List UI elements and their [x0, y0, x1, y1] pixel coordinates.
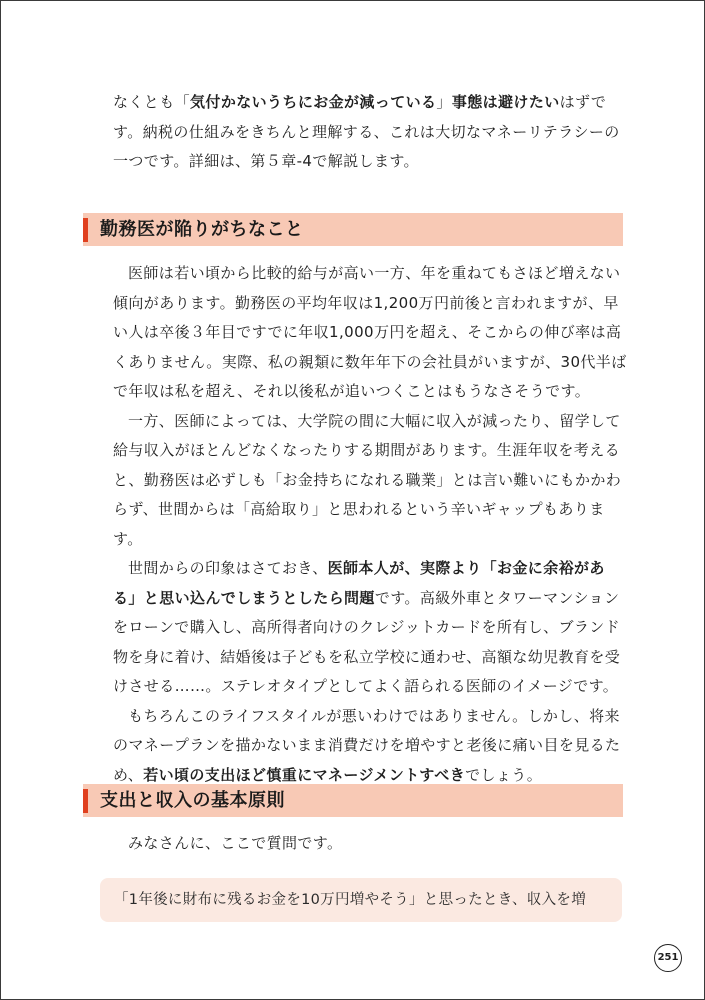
section-heading-text: 勤務医が陥りがちなこと [100, 219, 304, 240]
section-heading-kinmui [83, 213, 623, 246]
section1-paragraph-3 [113, 554, 628, 702]
page-number: 251 [654, 944, 682, 972]
section2-body [113, 829, 628, 859]
question-quote-box [100, 878, 622, 922]
intro-bold-2: 事態は避けたい [451, 93, 560, 111]
section1-paragraph-2: 一方、医師によっては、大学院の間に大幅に収入が減ったり、留学して給与収入がほとんどなくなったりする期間があります。生涯年収を考えると、勤務医は必ずしも「お金持ちになれる職業」とは言い難いにもかかわらず、世間からは「高給取り」と思われるという辛いギャップもあります。 [113, 411, 622, 548]
p3-bold: 医師本人が、実際より「お金に余裕がある」と思い込んでしまうとしたら問題 [113, 559, 605, 607]
heading-accent-bar [83, 218, 88, 242]
intro-text-1: なくとも「 [113, 93, 191, 111]
intro-block [113, 88, 628, 177]
intro-bold-1: 気付かないうちにお金が減っている [190, 93, 437, 111]
heading-accent-bar [83, 789, 88, 813]
section1-paragraph-4 [113, 702, 628, 791]
intro-paragraph [113, 88, 628, 177]
p4-text-2: でしょう。 [465, 765, 543, 784]
section1-body [113, 259, 628, 790]
question-quote-text: 「1年後に財布に残るお金を10万円増やそう」と思ったとき、収入を増 [114, 892, 586, 908]
intro-text-2: 」 [436, 93, 452, 111]
intro-text-3: はずです。納税の仕組みをきちんと理解する、これは大切なマネーリテラシーの一つです。詳細は、第５章-4で解説します。 [113, 93, 620, 170]
section2-paragraph-1: みなさんに、ここで質問です。 [128, 834, 343, 852]
p3-text-2: です。高級外車とタワーマンションをローンで購入し、高所得者向けのクレジットカードを所有し、ブランド物を身に着け、結婚後は子どもを私立学校に通わせ、高額な幼児教育を受けさせる……。ステレオタイプとしてよく語られる医師のイメージです。 [113, 588, 621, 695]
section1-paragraph-1: 医師は若い頃から比較的給与が高い一方、年を重ねてもさほど増えない傾向があります。勤務医の平均年収は1,200万円前後と言われますが、早い人は卒後３年目ですでに年収1,000万円を超え、そこからの伸び率は高くありません。実際、私の親類に数年年下の会社員がいますが、30代半ばで年収は私を超え、それ以後私が追いつくことはもうなさそうです。 [113, 264, 627, 400]
p4-bold: 若い頃の支出ほど慎重にマネージメントすべき [143, 765, 466, 784]
section-heading-text: 支出と収入の基本原則 [100, 790, 285, 811]
p3-text-1: 世間からの印象はさておき、 [128, 559, 328, 577]
section-heading-shishutsu [83, 784, 623, 817]
p4-text-1: もちろんこのライフスタイルが悪いわけではありません。しかし、将来のマネープランを描かないまま消費だけを増やすと老後に痛い目を見るため、 [113, 706, 621, 784]
